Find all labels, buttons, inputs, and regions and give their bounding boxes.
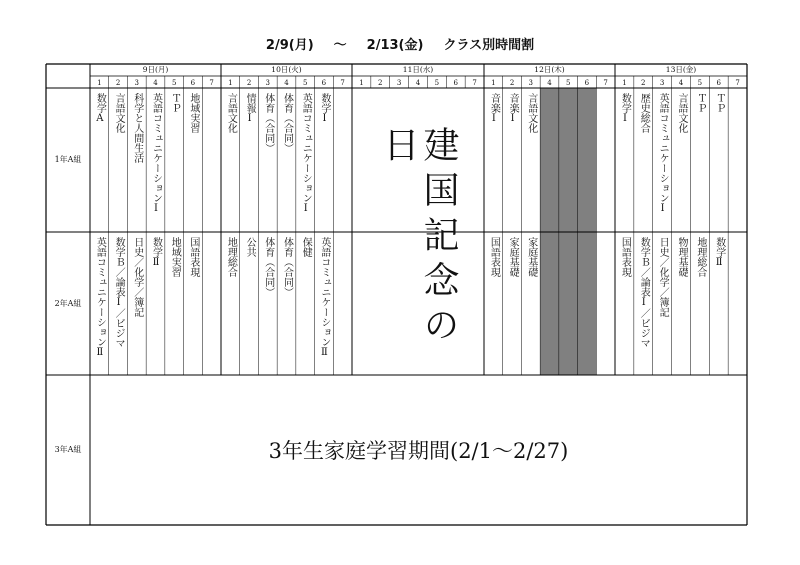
- subject-cell: 家庭基礎: [507, 237, 519, 277]
- subject-cell: 言語文化: [225, 93, 237, 133]
- period-number: 5: [171, 79, 177, 87]
- subject-cell: 国語表現: [619, 237, 631, 277]
- period-number: 1: [97, 79, 102, 87]
- subject-cell: 数学Ⅱ: [150, 237, 162, 268]
- title-range-start: 2/9(月): [265, 38, 314, 53]
- subject-cell: 言語文化: [525, 93, 537, 133]
- day-header: 10日(火): [271, 65, 302, 74]
- subject-cell: 音楽Ⅰ: [488, 93, 500, 124]
- period-number: 3: [265, 79, 270, 87]
- title-tilde: ～: [333, 38, 347, 53]
- period-number: 1: [491, 79, 496, 87]
- group-label: 1年A組: [54, 155, 82, 164]
- period-number: 2: [509, 79, 515, 87]
- subject-cell: 歴史総合: [638, 93, 650, 133]
- subject-cell: 保健: [300, 237, 312, 257]
- subject-cell: 言語文化: [676, 93, 687, 133]
- subject-cell: 数学Ⅱ: [713, 237, 725, 268]
- subject-cell: 数学Ｂ／論表Ⅰ／ビジマ: [113, 237, 125, 348]
- subject-cell: 地理総合: [694, 237, 706, 277]
- subject-cell: 数学A: [94, 93, 106, 124]
- period-number: 2: [115, 79, 121, 87]
- subject-cell: 情報Ⅰ: [244, 93, 256, 124]
- subject-cell: 科学と人間生活: [131, 93, 143, 163]
- period-number: 7: [472, 79, 477, 87]
- subject-cell: 数学Ⅰ: [619, 93, 631, 124]
- day-header: 9日(月): [142, 65, 169, 74]
- period-number: 5: [565, 79, 571, 87]
- subject-cell: 体育（合同）: [281, 93, 293, 153]
- subject-cell: ＴＰ: [169, 93, 181, 113]
- period-number: 1: [228, 79, 233, 87]
- period-number: 3: [528, 79, 533, 87]
- subject-cell: 地域実習: [187, 93, 199, 133]
- period-number: 6: [321, 79, 327, 87]
- group-label: 2年A組: [54, 298, 82, 308]
- subject-cell: 国語表現: [488, 237, 500, 277]
- period-number: 6: [716, 79, 721, 87]
- period-number: 7: [340, 79, 345, 87]
- subject-cell: 日史／化学／簿記: [131, 237, 143, 317]
- period-number: 6: [453, 79, 458, 87]
- period-number: 5: [697, 79, 703, 87]
- subject-cell: ＴＰ: [713, 93, 725, 113]
- period-number: 4: [547, 79, 552, 87]
- subject-cell: 家庭基礎: [525, 237, 537, 277]
- period-number: 4: [153, 79, 158, 87]
- subject-cell: 英語コミュニケーションⅠ: [300, 93, 312, 214]
- subject-cell: 音楽Ⅰ: [507, 93, 519, 124]
- period-number: 1: [359, 79, 364, 87]
- subject-cell: 体育（合同）: [262, 237, 274, 297]
- period-number: 2: [641, 79, 646, 87]
- period-number: 5: [434, 79, 440, 87]
- period-number: 5: [302, 79, 308, 87]
- subject-cell: 英語コミュニケーションⅠ: [150, 93, 162, 214]
- subject-cell: 英語コミュニケーションⅡ: [94, 237, 106, 358]
- period-number: 2: [246, 79, 252, 87]
- subject-cell: 国語表現: [187, 237, 199, 277]
- subject-cell: 数学Ｂ／論表Ⅰ／ビジマ: [638, 237, 650, 348]
- holiday-cell: [352, 88, 484, 375]
- subject-cell: 体育（合同）: [262, 93, 274, 153]
- day-header: 11日(水): [402, 65, 434, 74]
- period-number: 3: [659, 79, 665, 87]
- period-number: 4: [415, 79, 421, 87]
- subject-cell: ＴＰ: [694, 93, 706, 113]
- title-range-end: 2/13(金): [366, 38, 424, 53]
- subject-cell: 物理基礎: [676, 237, 687, 277]
- subject-cell: 地域実習: [169, 237, 181, 277]
- day-header: 12日(木): [534, 65, 565, 74]
- period-number: 3: [396, 79, 402, 87]
- period-number: 7: [735, 79, 740, 87]
- study-period-label: 3年生家庭学習期間(2/1～2/27): [268, 439, 569, 463]
- period-number: 6: [584, 79, 590, 87]
- holiday-label: 建国記念の日: [378, 126, 459, 351]
- blocked-period: [540, 88, 596, 232]
- period-number: 4: [284, 79, 289, 87]
- subject-cell: 英語コミュニケーションⅡ: [318, 237, 330, 358]
- period-number: 6: [190, 79, 196, 87]
- group-label: 3年A組: [54, 445, 82, 454]
- period-number: 7: [209, 79, 214, 87]
- subject-cell: 公共: [244, 237, 256, 257]
- period-number: 4: [678, 79, 684, 87]
- subject-cell: 体育（合同）: [281, 237, 293, 297]
- subject-cell: 英語コミュニケーションⅠ: [657, 93, 669, 214]
- subject-cell: 数学Ⅰ: [318, 93, 330, 124]
- period-number: 3: [134, 79, 139, 87]
- period-number: 7: [603, 79, 608, 87]
- subject-cell: 言語文化: [113, 93, 125, 133]
- period-number: 2: [378, 79, 383, 87]
- period-number: 1: [622, 79, 627, 87]
- subject-cell: 日史／化学／簿記: [657, 237, 669, 317]
- subject-cell: 地理総合: [225, 237, 237, 277]
- blocked-period: [540, 232, 596, 375]
- title-label: クラス別時間割: [443, 38, 535, 53]
- day-header: 13日(金): [665, 65, 697, 74]
